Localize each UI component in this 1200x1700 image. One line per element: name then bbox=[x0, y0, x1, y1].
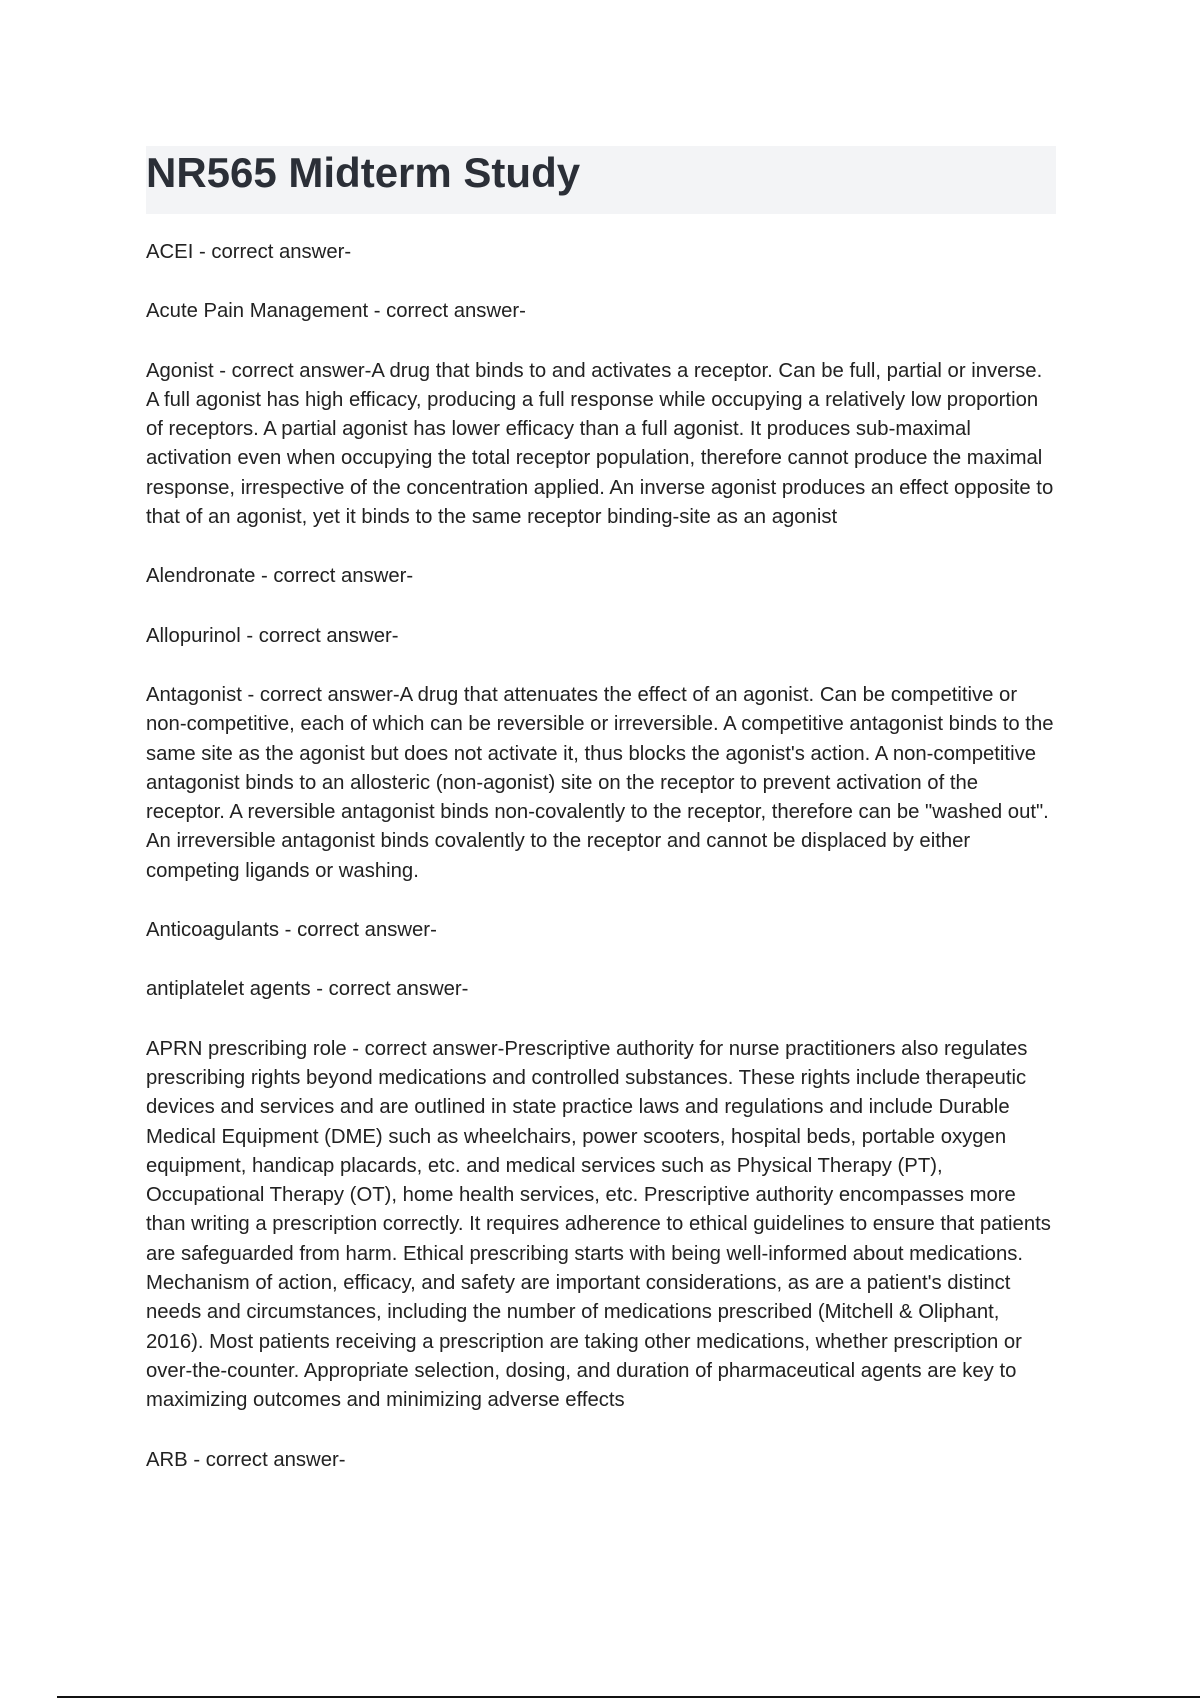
entry-alendronate: Alendronate - correct answer- bbox=[146, 565, 414, 588]
entry-anticoagulants: Anticoagulants - correct answer- bbox=[146, 919, 437, 942]
entry-antiplatelet-agents: antiplatelet agents - correct answer- bbox=[146, 978, 469, 1001]
page-bottom-rule bbox=[57, 1696, 1200, 1698]
entry-aprn-prescribing-role: APRN prescribing role - correct answer-Prescriptive authority for nurse practitioners also regulates prescribing rights beyond medications and controlled substances. These rights include therapeutic devices and services and are outlined in state practice laws and regulations and include Durable Medical Equipment (DME) such as wheelchairs, power scooters, hospital beds, portable oxygen equipment, handicap placards, etc. and medical services such as Physical Therapy (PT), Occupational Therapy (OT), home health services, etc. Prescriptive authority encompasses more than writing a prescription correctly. It requires adherence to ethical guidelines to ensure that patients are safeguarded from harm. Ethical prescribing starts with being well-informed about medications. Mechanism of action, efficacy, and safety are important considerations, as are a patient's distinct needs and circumstances, including the number of medications prescribed (Mitchell & Oliphant, 2016). Most patients receiving a prescription are taking other medications, whether prescription or over-the-counter. Appropriate selection, dosing, and duration of pharmaceutical agents are key to maximizing outcomes and minimizing adverse effects bbox=[146, 1037, 1051, 1412]
document-title: NR565 Midterm Study bbox=[146, 149, 581, 196]
entry-antagonist: Antagonist - correct answer-A drug that attenuates the effect of an agonist. Can be competitive or non-competitive, each of which can be reversible or irreversible. A competitive antagonist binds to the same site as the agonist but does not activate it, thus blocks the agonist's action. A non-competitive antagonist binds to an allosteric (non-agonist) site on the receptor to prevent activation of the receptor. A reversible antagonist binds non-covalently to the receptor, therefore can be "washed out". An irreversible antagonist binds covalently to the receptor and cannot be displaced by either competing ligands or washing. bbox=[146, 683, 1054, 882]
entry-acute-pain-management: Acute Pain Management - correct answer- bbox=[146, 300, 526, 323]
entry-arb: ARB - correct answer- bbox=[146, 1448, 346, 1471]
title-bar bbox=[146, 146, 1056, 214]
entry-agonist: Agonist - correct answer-A drug that binds to and activates a receptor. Can be full, partial or inverse. A full agonist has high efficacy, producing a full response while occupying a relatively low proportion of receptors. A partial agonist has lower efficacy than a full agonist. It produces sub-maximal activation even when occupying the total receptor population, therefore cannot produce the maximal response, irrespective of the concentration applied. An inverse agonist produces an effect opposite to that of an agonist, yet it binds to the same receptor binding-site as an agonist bbox=[146, 359, 1054, 529]
entry-acei: ACEI - correct answer- bbox=[146, 241, 352, 263]
entry-list bbox=[146, 238, 1056, 1505]
entry-allopurinol: Allopurinol - correct answer- bbox=[146, 624, 399, 647]
